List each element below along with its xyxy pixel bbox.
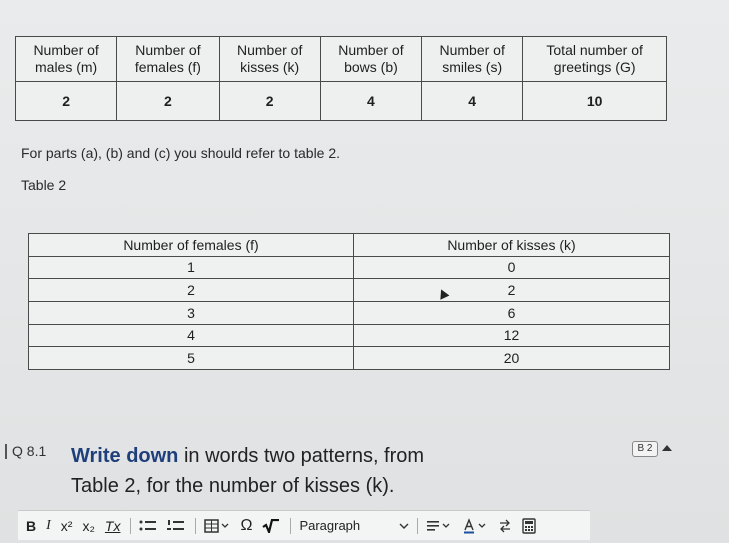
equation-button[interactable]	[262, 519, 280, 533]
special-character-button[interactable]: Ω	[240, 516, 253, 534]
font-color-button[interactable]	[462, 518, 488, 534]
editor-toolbar	[18, 510, 590, 540]
chevron-down-icon	[399, 522, 409, 530]
subscript-button[interactable]: x₂	[82, 517, 95, 534]
greetings-table	[15, 36, 667, 121]
table-row: 1 0	[29, 256, 670, 279]
header-total-greetings: Total number of greetings (G)	[523, 37, 667, 82]
collapse-arrow-icon[interactable]	[662, 445, 672, 451]
align-icon	[426, 519, 452, 533]
header-bows: Number of bows (b)	[320, 37, 421, 82]
value-smiles: 4	[422, 82, 523, 121]
calculator-button[interactable]	[522, 518, 536, 534]
value-total-greetings: 10	[523, 82, 667, 121]
kisses-table	[28, 233, 670, 370]
value-bows: 4	[320, 82, 421, 121]
calculator-icon	[522, 518, 536, 534]
paragraph-style-select[interactable]: Paragraph	[299, 518, 409, 533]
square-root-icon	[262, 519, 280, 533]
bullet-list-icon	[139, 519, 157, 533]
question-emphasis: Write down	[71, 445, 179, 467]
value-males: 2	[16, 82, 117, 121]
align-button[interactable]	[426, 519, 452, 533]
header-kisses: Number of kisses (k)	[219, 37, 320, 82]
table-icon	[204, 519, 230, 533]
insert-table-button[interactable]	[204, 519, 230, 533]
bullet-list-button[interactable]	[139, 519, 157, 533]
question-number: Q 8.1	[12, 443, 47, 459]
marks-badge[interactable]: B 2	[632, 441, 658, 457]
toolbar-divider	[417, 518, 418, 534]
instruction-note: For parts (a), (b) and (c) you should refer to table 2.	[21, 145, 341, 161]
toolbar-divider	[130, 518, 131, 534]
text-direction-icon	[498, 519, 512, 533]
table2-header-kisses: Number of kisses (k)	[354, 234, 670, 257]
header-males: Number of males (m)	[16, 37, 117, 82]
text-direction-button[interactable]	[498, 519, 512, 533]
question-marker	[5, 444, 7, 459]
header-females: Number of females (f)	[117, 37, 219, 82]
header-smiles: Number of smiles (s)	[422, 37, 523, 82]
clear-format-button[interactable]: Tx	[104, 517, 121, 534]
bold-button[interactable]: B	[26, 517, 37, 534]
table-row: 2 2	[29, 279, 670, 302]
table2-header-females: Number of females (f)	[29, 234, 354, 257]
toolbar-divider	[290, 518, 291, 534]
value-females: 2	[117, 82, 219, 121]
table-row: 3 6	[29, 301, 670, 324]
numbered-list-button[interactable]	[167, 519, 185, 533]
question-text: Write down in words two patterns, from Table 2, for the number of kisses (k).	[71, 445, 425, 497]
italic-button[interactable]: I	[46, 517, 51, 533]
toolbar-divider	[195, 518, 196, 534]
numbered-list-icon	[167, 519, 185, 533]
table-row: 4 12	[29, 324, 670, 347]
table2-label: Table 2	[21, 177, 67, 193]
value-kisses: 2	[219, 82, 320, 121]
superscript-button[interactable]: x²	[60, 517, 73, 534]
font-color-icon	[462, 518, 488, 534]
table-row: 5 20	[29, 347, 670, 370]
